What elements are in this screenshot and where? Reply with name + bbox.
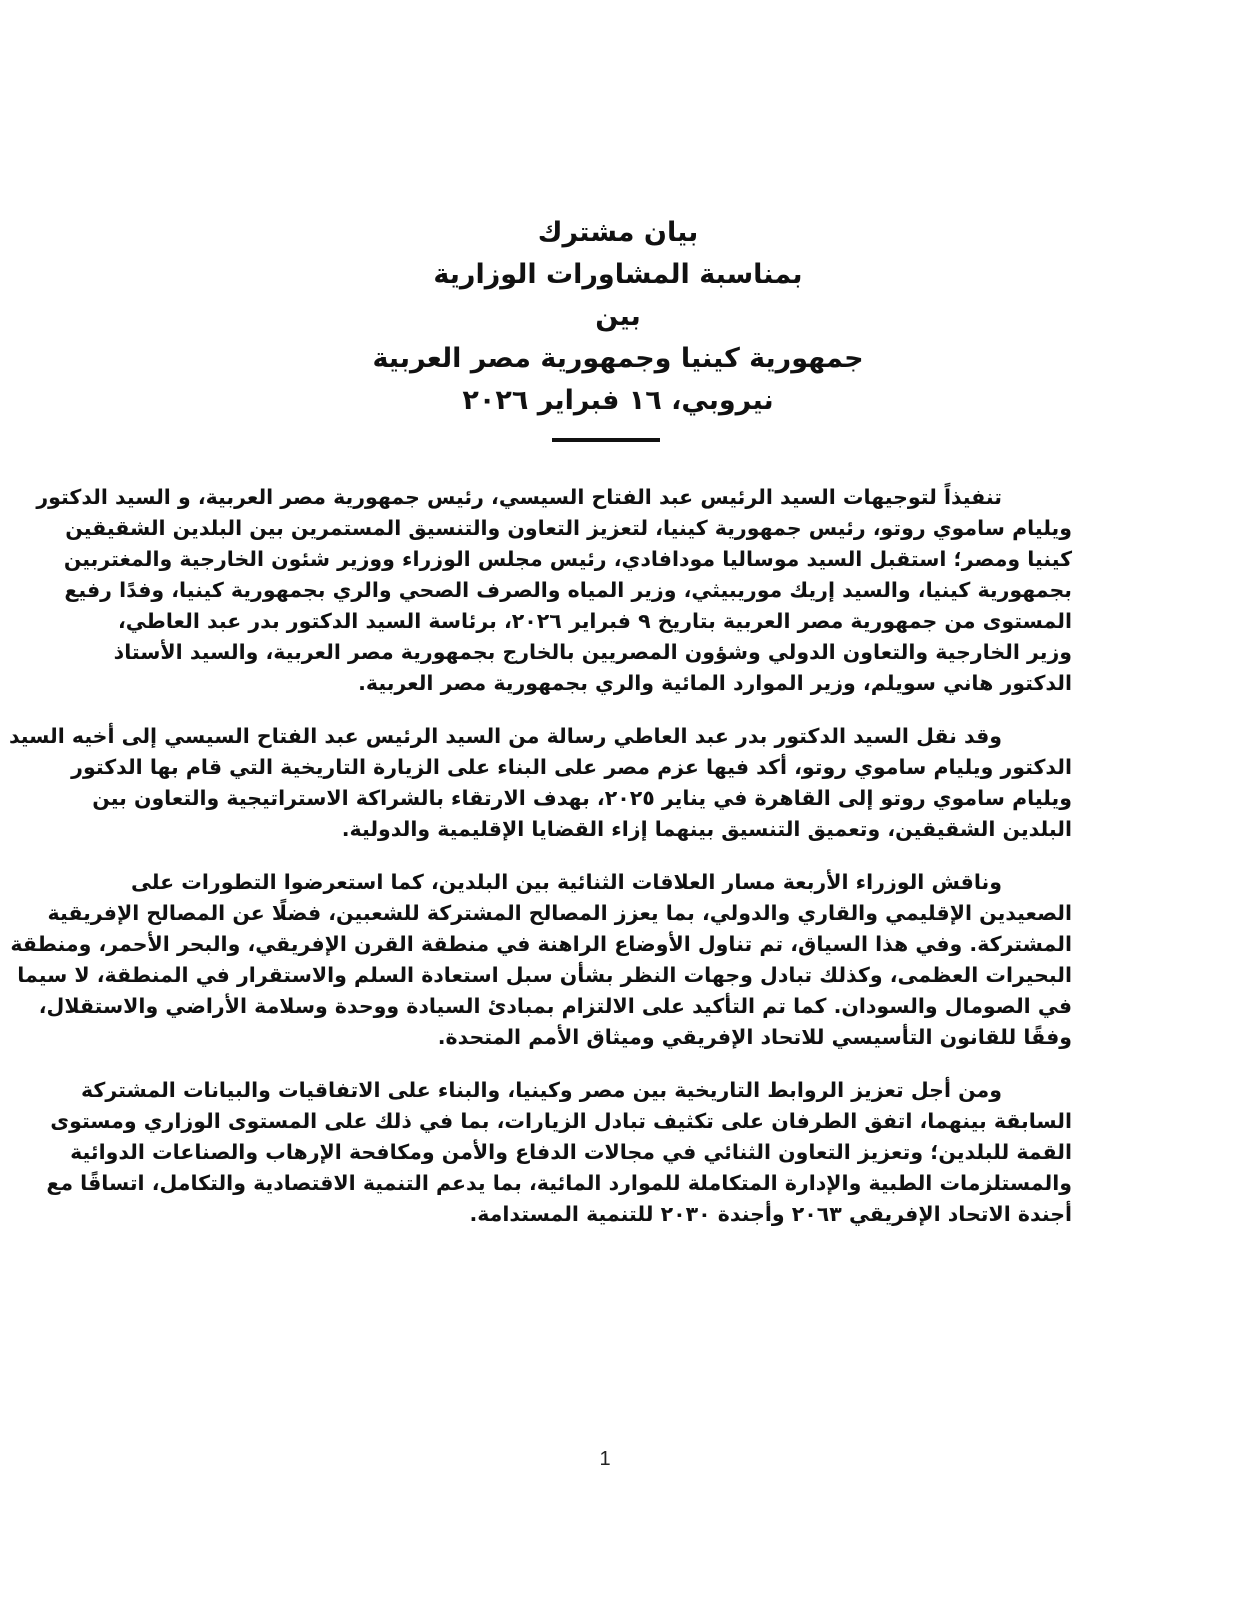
paragraph-1 — [36, 482, 1072, 699]
paragraph-line: الصعيدين الإقليمي والقاري والدولي، بما يعزز المصالح المشتركة للشعبين، فضلًا عن المصالح الإفريقية — [47, 901, 1072, 925]
heading-occasion: بمناسبة المشاورات الوزارية — [433, 259, 803, 290]
paragraph-line: وناقش الوزراء الأربعة مسار العلاقات الثنائية بين البلدين، كما استعرضوا التطورات على — [131, 870, 1002, 894]
paragraph-line: وزير الخارجية والتعاون الدولي وشؤون المصريين بالخارج بجمهورية مصر العربية، والسيد الأستاذ — [113, 640, 1072, 664]
paragraph-line: البحيرات العظمى، وكذلك تبادل وجهات النظر بشأن سبل استعادة السلم والاستقرار في المنطقة، لا سيما — [17, 963, 1072, 987]
paragraph-line: بجمهورية كينيا، والسيد إريك موريبيثي، وزير المياه والصرف الصحي والري بجمهورية كينيا، وفدًا رفيع — [64, 578, 1072, 602]
heading-divider — [552, 438, 660, 442]
page-number: 1 — [599, 1448, 611, 1470]
paragraph-line: البلدين الشقيقين، وتعميق التنسيق بينهما إزاء القضايا الإقليمية والدولية. — [341, 817, 1072, 841]
paragraph-line: ويليام ساموي روتو، رئيس جمهورية كينيا، لتعزيز التعاون والتنسيق المستمرين بين البلدين الشقيقين — [65, 516, 1072, 540]
heading-parties: جمهورية كينيا وجمهورية مصر العربية — [372, 343, 864, 374]
paragraph-line: الدكتور ويليام ساموي روتو، أكد فيها عزم مصر على البناء على الزيارة التاريخية التي قام بها الدكتور — [71, 755, 1072, 779]
paragraph-line: المشتركة. وفي هذا السياق، تم تناول الأوضاع الراهنة في منطقة القرن الإفريقي، والبحر الأحمر، ومنطقة — [10, 932, 1072, 956]
paragraph-line: كينيا ومصر؛ استقبل السيد موساليا مودافادي، رئيس مجلس الوزراء ووزير شئون الخارجية والمغتربين — [63, 547, 1072, 571]
paragraph-line: والمستلزمات الطبية والإدارة المتكاملة للموارد المائية، بما يدعم التنمية الاقتصادية والتكامل، اتساقًا مع — [46, 1171, 1072, 1195]
document-heading — [0, 212, 1236, 422]
paragraph-line: ويليام ساموي روتو إلى القاهرة في يناير ٢٠٢٥، بهدف الارتقاء بالشراكة الاستراتيجية والتعاون بين — [92, 786, 1072, 810]
document-body — [8, 482, 1072, 1252]
paragraph-line: في الصومال والسودان. كما تم التأكيد على الالتزام بمبادئ السيادة ووحدة وسلامة الأراضي والاستقلال، — [38, 994, 1072, 1018]
paragraph-line: ومن أجل تعزيز الروابط التاريخية بين مصر وكينيا، والبناء على الاتفاقيات والبيانات المشتركة — [81, 1078, 1002, 1102]
paragraph-line: السابقة بينهما، اتفق الطرفان على تكثيف تبادل الزيارات، بما في ذلك على المستوى الوزاري ومستوى — [50, 1109, 1072, 1133]
paragraph-line: وفقًا للقانون التأسيسي للاتحاد الإفريقي وميثاق الأمم المتحدة. — [437, 1025, 1072, 1049]
heading-between: بين — [595, 301, 641, 332]
paragraph-line: وقد نقل السيد الدكتور بدر عبد العاطي رسالة من السيد الرئيس عبد الفتاح السيسي إلى أخيه السيد — [8, 724, 1002, 748]
heading-place-date: نيروبي، ١٦ فبراير ٢٠٢٦ — [462, 385, 774, 416]
paragraph-4 — [46, 1075, 1072, 1230]
paragraph-line: أجندة الاتحاد الإفريقي ٢٠٦٣ وأجندة ٢٠٣٠ للتنمية المستدامة. — [469, 1202, 1072, 1226]
paragraph-line: المستوى من جمهورية مصر العربية بتاريخ ٩ فبراير ٢٠٢٦، برئاسة السيد الدكتور بدر عبد العاطي، — [118, 609, 1072, 633]
paragraph-line: القمة للبلدين؛ وتعزيز التعاون الثنائي في مجالات الدفاع والأمن ومكافحة الإرهاب والصناعات الدوائية — [70, 1140, 1072, 1164]
heading-title: بيان مشترك — [537, 217, 699, 248]
paragraph-3 — [10, 867, 1072, 1053]
paragraph-line: الدكتور هاني سويلم، وزير الموارد المائية والري بجمهورية مصر العربية. — [358, 671, 1072, 695]
paragraph-line: تنفيذاً لتوجيهات السيد الرئيس عبد الفتاح السيسي، رئيس جمهورية مصر العربية، و السيد الدكتور — [36, 485, 1002, 509]
paragraph-2 — [8, 721, 1072, 845]
